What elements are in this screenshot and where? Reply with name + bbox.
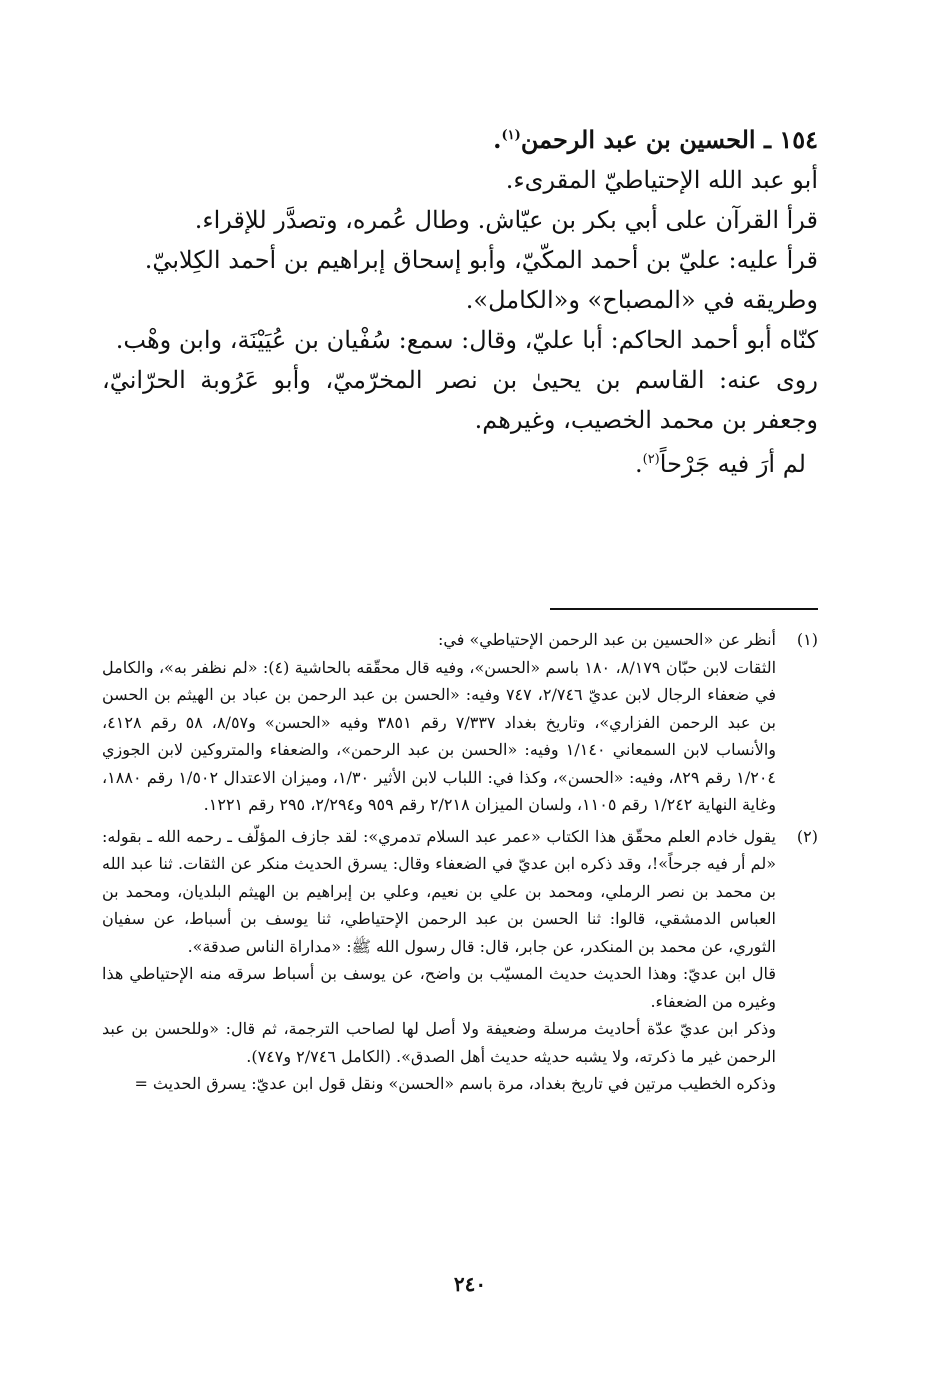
entry-paragraph: قرأ القرآن على أبي بكر بن عيّاش. وطال عُمره، وتصدَّر للإقراء.: [194, 206, 818, 234]
footnote-line: قال ابن عديّ: وهذا الحديث حديث المسيّب بن واضح، عن يوسف بن أسباط سرقه منه الإحتياطي هذا وغيره من الضعفاء.: [102, 964, 776, 1011]
footnote-line: وذكره الخطيب مرتين في تاريخ بغداد، مرة باسم «الحسن» ونقل قول ابن عديّ: يسرق الحديث =: [134, 1074, 776, 1093]
footnotes: [102, 626, 818, 1098]
footnote-number: (١): [796, 630, 818, 649]
entry-paragraph: قرأ عليه: عليّ بن أحمد المكّيّ، وأبو إسحاق إبراهيم بن أحمد الكِلابيّ.: [144, 246, 818, 274]
entry-paragraph: وطريقه في «المصباح» و«الكامل».: [465, 286, 818, 314]
entry-paragraph: روى عنه: القاسم بن يحيىٰ بن نصر المخرّميّ، وأبو عَرُوبة الحرّانيّ، وجعفر بن محمد الخصيب، وغيرهم.: [102, 366, 818, 434]
footnote-line: أنظر عن «الحسين بن عبد الرحمن الإحتياطي» في:: [438, 630, 776, 649]
last-line-footnote-ref[interactable]: (٢): [642, 452, 660, 467]
entry-heading-text: ١٥٤ ـ الحسين بن عبد الرحمن: [520, 125, 818, 154]
page-number: ٢٤٠: [453, 1272, 487, 1296]
footnote-line: يقول خادم العلم محقّق هذا الكتاب «عمر عبد السلام تدمري»: لقد جازف المؤلّف ـ رحمه الله ـ بقوله: «لم أر فيه جرحاً»!، وقد ذكره ابن عديّ في الضعفاء وقال: يسرق الحديث منكر عن الثقات. ثنا عبد الله بن محمد بن نصر الرملي، ومحمد بن علي بن نعيم، وعلي بن إبراهيم بن الهيثم البلديان، ومحمد بن العباس الدمشقي، قالوا: ثنا الحسن بن عبد الرحمن الإحتياطي، ثنا يوسف بن أسباط، عن سفيان الثوري، عن محمد بن المنكدر، عن جابر، قال: قال رسول الله ﷺ: «مداراة الناس صدقة».: [102, 826, 777, 956]
entry-heading: [102, 120, 818, 160]
footnote-line: وذكر ابن عديّ عدّة أحاديث مرسلة وضعيفة ولا أصل لها لصاحب الترجمة، ثم قال: «وللحسن بن عبد الرحمن غير ما ذكرته، ولا يشبه حديثه حديث أهل الصدق». (الكامل ٢/٧٤٦ و٧٤٧).: [102, 1019, 776, 1066]
heading-end: .: [493, 125, 502, 154]
footnote-1: [102, 626, 818, 819]
last-line-text: لم أرَ فيه جَرْحاً: [659, 450, 806, 478]
last-line-end: .: [634, 450, 643, 478]
heading-footnote-ref[interactable]: (١): [501, 128, 521, 143]
entry-last-line: [102, 444, 818, 484]
footnote-line: الثقات لابن حبّان ٨/١٧٩، ١٨٠ باسم «الحسن»، وفيه قال محقّقه بالحاشية (٤): «لم نظفر به»، والكامل في ضعفاء الرجال لابن عديّ ٢/٧٤٦، ٧٤٧ وفيه: «الحسن بن عبد الرحمن بن عباد بن الهيثم بن الحسن بن عبد الرحمن الفزاري»، وتاريخ بغداد ٧/٣٣٧ رقم ٣٨٥١ وفيه «الحسن» و٨/٥٧، ٥٨ رقم ٤١٢٨، والأنساب لابن السمعاني ١/١٤٠ وفيه: «الحسن بن عبد الرحمن»، والضعفاء والمتروكين لابن الجوزي ١/٢٠٤ رقم ٨٢٩، وفيه: «الحسن»، وكذا في: اللباب لابن الأثير ١/٣٠، وميزان الاعتدال ١/٥٠٢ رقم ١٨٨٠، وغاية النهاية ١/٢٤٢ رقم ١١٠٥، ولسان الميزان ٢/٢١٨ رقم ٩٥٩ و٢/٢٩٤، ٢٩٥ رقم ١٢٢١.: [102, 657, 777, 814]
footnote-separator: [550, 608, 818, 610]
biography-entry: [102, 120, 818, 484]
entry-paragraph: أبو عبد الله الإحتياطيّ المقرىء.: [505, 166, 818, 194]
entry-paragraph: كنّاه أبو أحمد الحاكم: أبا عليّ، وقال: سمع: سُفْيان بن عُيَيْنَة، وابن وهْب.: [115, 326, 818, 354]
footnote-2: [102, 823, 818, 1098]
footnote-number: (٢): [796, 826, 818, 846]
